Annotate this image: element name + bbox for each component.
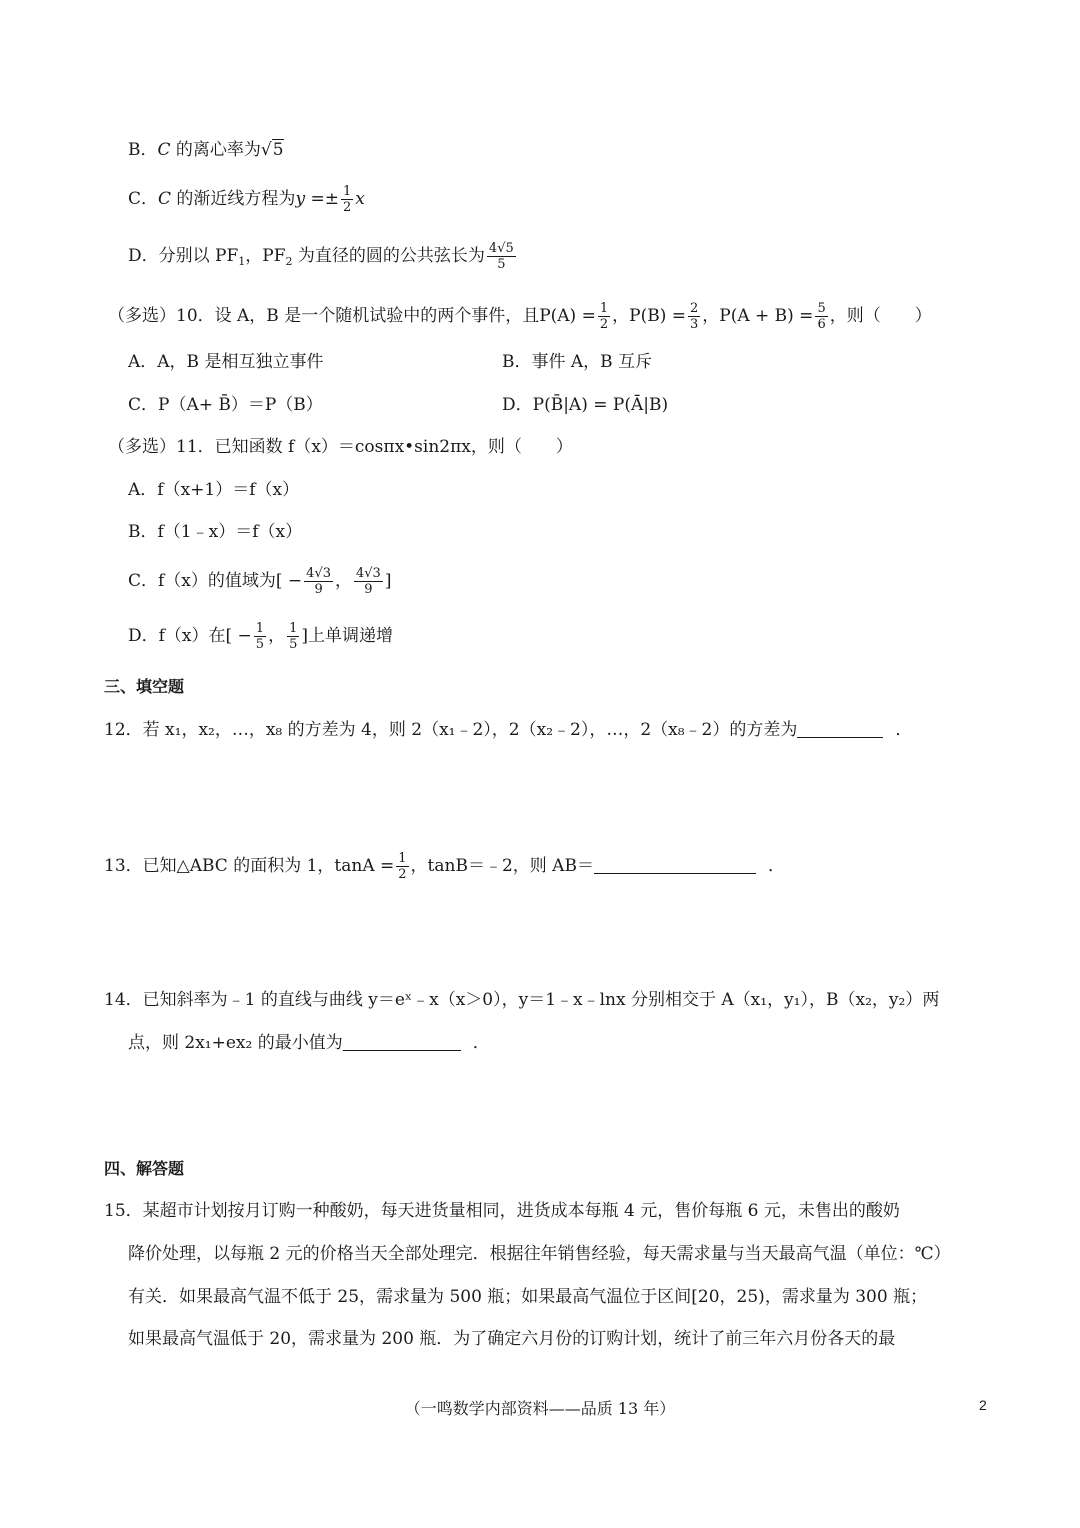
q10-stem: （多选）10．设 A，B 是一个随机试验中的两个事件，且P(A) = $\frac{1}{2}$ ，P(B) = $\frac{2}{3}$ ，P(A + B) = $\frac{5}{6}$ ，则（ ）: [108, 301, 932, 332]
q11-option-c: C．f（x）的值域为[ − $\frac{4√3}{9}$ ， $\frac{4√3}{9}$ ]: [128, 566, 392, 597]
q11-option-d: D．f（x）在[ − $\frac{1}{5}$ ， $\frac{1}{5}$ ]上单调递增: [128, 621, 393, 652]
q9-option-d: D．分别以 $PF_1$，$PF_2$ 为直径的圆的公共弦长为 $\frac{4√5}{5}$: [128, 241, 514, 272]
q10-option-a: A．A，B 是相互独立事件: [128, 352, 324, 372]
q15-line: 15．某超市计划按月订购一种酸奶，每天进货量相同，进货成本每瓶 4 元，售价每瓶 6 元，未售出的酸奶: [104, 1201, 900, 1221]
q11-stem: （多选）11．已知函数 f（x）＝cosπx•sin2πx，则（ ）: [108, 437, 573, 457]
page-number: 2: [979, 1397, 987, 1413]
q14-line1: 14．已知斜率为﹣1 的直线与曲线 y＝eˣ﹣x（x＞0），y＝1﹣x﹣lnx 分别相交于 A（x₁，y₁），B（x₂，y₂）两: [104, 990, 940, 1010]
q10-option-b: B．事件 A，B 互斥: [502, 352, 653, 372]
q15-line: 有关．如果最高气温不低于 25，需求量为 500 瓶；如果最高气温位于区间[20，25)，需求量为 300 瓶；: [128, 1287, 928, 1307]
q13: 13．已知△ABC 的面积为 1，tanA = $\frac{1}{2}$ ，tanB＝﹣2，则 AB＝ ．: [104, 851, 785, 882]
q9-option-b: B．C 的离心率为√5: [128, 140, 284, 160]
section-heading-solutions: 四、解答题: [104, 1159, 185, 1178]
q14-line2: 点，则 2x₁+ex₂ 的最小值为 ．: [128, 1033, 490, 1053]
q15-line: 降价处理，以每瓶 2 元的价格当天全部处理完．根据往年销售经验，每天需求量与当天最高气温（单位：℃）: [128, 1244, 951, 1264]
q15-line: 如果最高气温低于 20，需求量为 200 瓶．为了确定六月份的订购计划，统计了前三年六月份各天的最: [128, 1329, 896, 1349]
fraction: $\frac{1}{2}$: [342, 184, 352, 215]
q9-option-c: C．C 的渐近线方程为y =± $\frac{1}{2}$ x: [128, 184, 365, 215]
q11-option-a: A．f（x+1）＝f（x）: [128, 480, 300, 500]
page-footer: （一鸣数学内部资料——品质 13 年）: [404, 1399, 676, 1418]
fraction: $\frac{4√5}{5}$: [488, 241, 514, 272]
q10-option-d: D．P(B̄|A) = P(Ā|B): [502, 395, 669, 415]
q12: 12．若 x₁，x₂，…，x₈ 的方差为 4，则 2（x₁﹣2），2（x₂﹣2），…，2（x₈﹣2）的方差为 ．: [104, 720, 913, 740]
q10-option-c: C．P（A+ B̄）＝P（B）: [128, 395, 323, 415]
section-heading-fill-in: 三、填空题: [104, 677, 185, 696]
q11-option-b: B．f（1﹣x）＝f（x）: [128, 522, 303, 542]
